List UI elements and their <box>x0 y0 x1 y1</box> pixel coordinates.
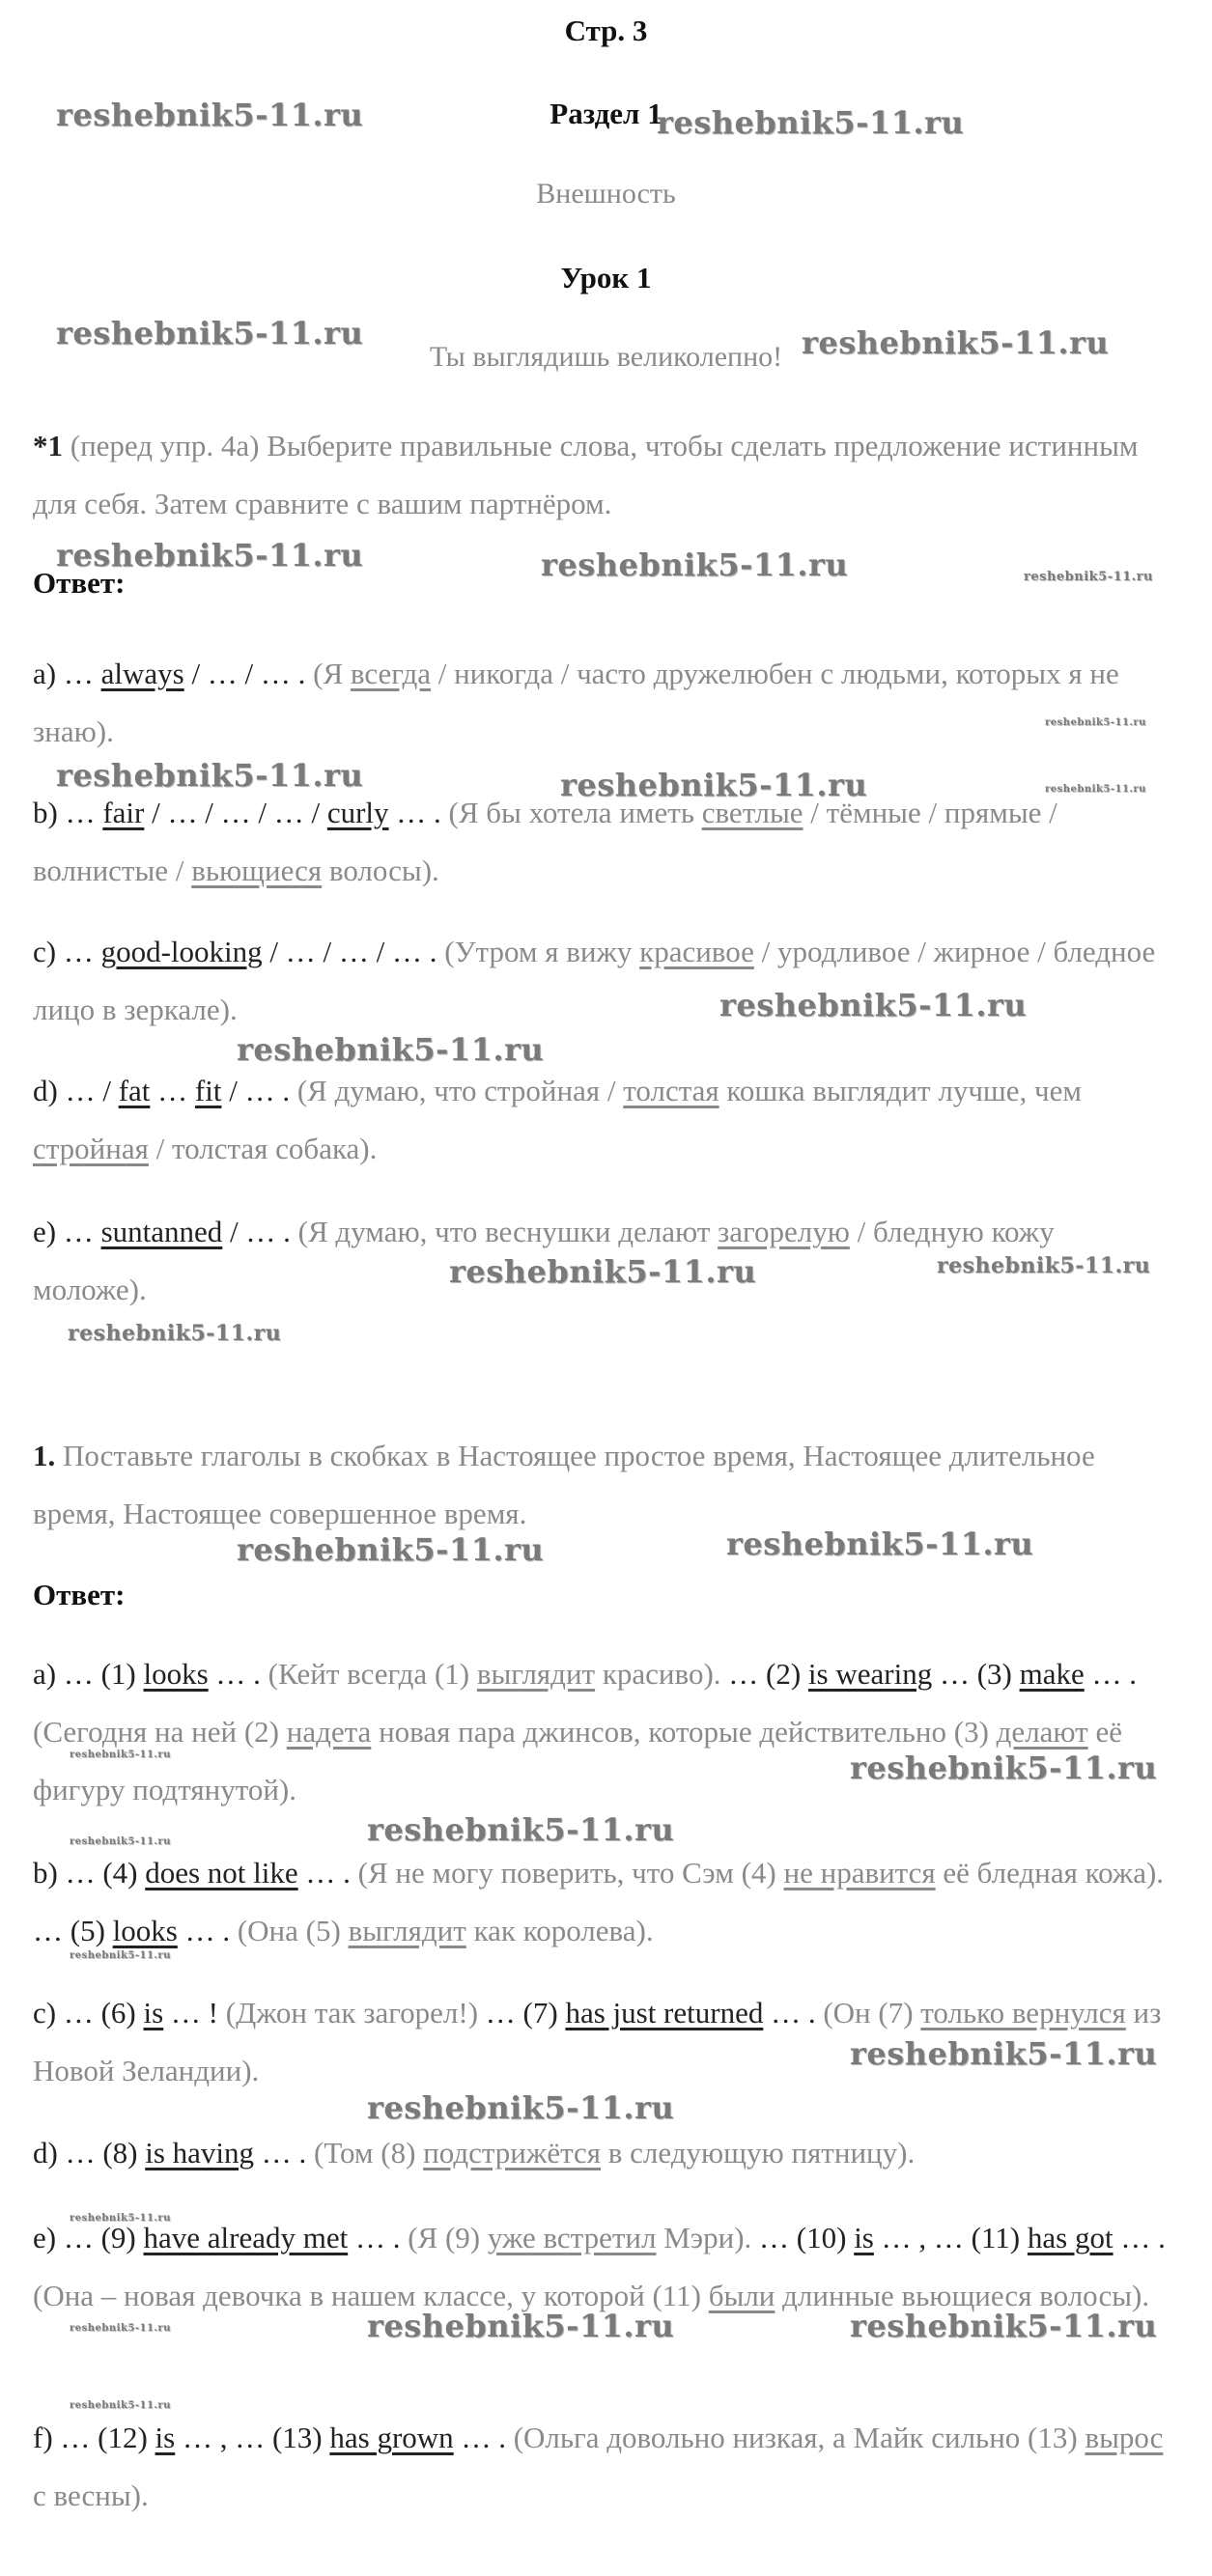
underlined-word: looks <box>112 1914 178 1947</box>
watermark-logo: reshebnik5-11.ru <box>56 537 364 574</box>
lesson-title: Урок 1 <box>560 261 652 294</box>
underlined-word: делают <box>996 1715 1088 1749</box>
section-title: Раздел 1 <box>550 97 662 130</box>
text-fragment: её бледная кожа). <box>935 1856 1165 1890</box>
underlined-word: всегда <box>350 657 431 690</box>
watermark-logo: reshebnik5-11.ru <box>1045 717 1146 728</box>
text-fragment: e) … (9) <box>33 2221 144 2254</box>
text-fragment: c) … (6) <box>33 1996 144 2030</box>
answer-item-f <box>33 2409 1172 2525</box>
text-fragment: (Сегодня на ней (2) <box>33 1715 287 1749</box>
underlined-word: have already met <box>143 2221 349 2254</box>
text-fragment: b) … <box>33 796 103 829</box>
answer-item-a <box>33 1645 1172 1819</box>
text-fragment: … . <box>177 1914 238 1947</box>
watermark-logo: reshebnik5-11.ru <box>367 2089 675 2126</box>
text-fragment: (Она (5) <box>237 1914 349 1947</box>
text-fragment: … (5) <box>33 1914 113 1947</box>
text-fragment: e) … <box>33 1215 101 1248</box>
answer-item-d <box>33 1062 1172 1178</box>
watermark-logo: reshebnik5-11.ru <box>367 1811 675 1848</box>
text-fragment: / … / … . <box>183 657 314 690</box>
text-fragment: … (10) <box>759 2221 855 2254</box>
text-fragment: (Том (8) <box>314 2136 424 2170</box>
underlined-word: не нравится <box>783 1856 936 1890</box>
watermark-logo: reshebnik5-11.ru <box>70 2400 171 2411</box>
underlined-word: looks <box>143 1657 209 1691</box>
lesson-subtitle: Ты выглядишь великолепно! <box>429 341 783 373</box>
text-fragment: … (2) <box>728 1657 808 1691</box>
exercise-number: 1. <box>33 1439 56 1472</box>
text-fragment: … . <box>1084 1657 1137 1691</box>
watermark-logo: reshebnik5-11.ru <box>937 1253 1151 1278</box>
instruction-text: (перед упр. 4а) Выберите правильные слова, чтобы сделать предложение истинным для себя. Затем сравните с вашим партнёром. <box>33 429 1139 520</box>
watermark-logo: reshebnik5-11.ru <box>850 2035 1158 2072</box>
watermark-logo: reshebnik5-11.ru <box>657 104 965 141</box>
text-fragment: … . <box>297 1856 358 1890</box>
answer-label: Ответ: <box>33 1578 126 1611</box>
answer-label: Ответ: <box>33 566 126 600</box>
watermark-logo: reshebnik5-11.ru <box>850 1750 1158 1786</box>
underlined-word: is <box>854 2221 874 2254</box>
text-fragment: f) … (12) <box>33 2421 155 2454</box>
watermark-logo: reshebnik5-11.ru <box>70 1750 171 1760</box>
text-fragment: с весны). <box>33 2478 149 2512</box>
underlined-word: подстрижётся <box>423 2136 602 2170</box>
underlined-word: always <box>100 657 184 690</box>
text-fragment: … . <box>208 1657 268 1691</box>
text-fragment: … . <box>388 796 449 829</box>
text-fragment: (Я думаю, что стройная / <box>296 1074 624 1107</box>
text-fragment: кошка выглядит лучше, чем <box>719 1074 1083 1107</box>
text-fragment: длинные вьющиеся волосы). <box>775 2279 1150 2312</box>
exercise-star1-instruction <box>33 417 1172 533</box>
text-fragment: (Я <box>313 657 351 690</box>
text-fragment: (Джон так загорел!) <box>225 1996 486 2030</box>
underlined-word: curly <box>326 796 389 829</box>
text-fragment: (Я бы хотела иметь <box>448 796 702 829</box>
text-fragment: d) … / <box>33 1074 119 1107</box>
text-fragment: / бледную кожу моложе). <box>33 1215 1055 1306</box>
text-fragment: / … . <box>222 1215 298 1248</box>
text-fragment: (Кейт всегда (1) <box>268 1657 477 1691</box>
watermark-logo: reshebnik5-11.ru <box>70 2323 171 2334</box>
text-fragment: / … . <box>221 1074 297 1107</box>
underlined-word: has just returned <box>565 1996 764 2030</box>
topic-title: Внешность <box>536 178 676 210</box>
underlined-word: has got <box>1027 2221 1113 2254</box>
text-fragment: (Я думаю, что веснушки делают <box>297 1215 719 1248</box>
exercise-number: *1 <box>33 429 63 462</box>
underlined-word: does not like <box>145 1856 298 1890</box>
text-fragment: (Я (9) <box>408 2221 488 2254</box>
text-fragment: в следующую пятницу). <box>601 2136 916 2170</box>
instruction-text: Поставьте глаголы в скобках в Настоящее простое время, Настоящее длительное время, Настоящее совершенное время. <box>33 1439 1095 1530</box>
text-fragment: Мэри). <box>656 2221 760 2254</box>
watermark-logo: reshebnik5-11.ru <box>560 767 868 803</box>
underlined-word: загорелую <box>718 1215 850 1248</box>
text-fragment: (Я не могу поверить, что Сэм (4) <box>357 1856 784 1890</box>
underlined-word: is <box>155 2421 176 2454</box>
text-fragment: / никогда / часто дружелюбен с людьми, которых я не знаю). <box>33 657 1119 748</box>
underlined-word: is wearing <box>807 1657 933 1691</box>
answer-item-b <box>33 1844 1172 1960</box>
text-fragment: … (7) <box>485 1996 566 2030</box>
text-fragment: … . <box>763 1996 824 2030</box>
underlined-word: надета <box>286 1715 372 1749</box>
watermark-logo: reshebnik5-11.ru <box>68 1321 282 1346</box>
text-fragment: её фигуру подтянутой). <box>33 1715 1122 1806</box>
text-fragment: / уродливое / жирное / бледное лицо в зеркале). <box>33 935 1156 1026</box>
text-fragment: … ! <box>163 1996 226 2030</box>
underlined-word: fair <box>102 796 145 829</box>
text-fragment: (Она – новая девочка в нашем классе, у которой (11) <box>33 2279 709 2312</box>
underlined-word: вырос <box>1085 2421 1164 2454</box>
underlined-word: fit <box>194 1074 222 1107</box>
text-fragment: c) … <box>33 935 101 968</box>
text-fragment: … , … (11) <box>873 2221 1028 2254</box>
text-fragment: (Утром я вижу <box>444 935 640 968</box>
watermark-logo: reshebnik5-11.ru <box>56 315 364 351</box>
watermark-logo: reshebnik5-11.ru <box>70 2213 171 2224</box>
page-label: Стр. 3 <box>564 14 648 47</box>
text-fragment: / толстая собака). <box>148 1132 378 1165</box>
underlined-word: толстая <box>623 1074 719 1107</box>
underlined-word: вьющиеся <box>191 854 323 887</box>
underlined-word: светлые <box>701 796 803 829</box>
watermark-logo: reshebnik5-11.ru <box>70 1950 171 1961</box>
watermark-logo: reshebnik5-11.ru <box>367 2308 675 2344</box>
underlined-word: has grown <box>329 2421 454 2454</box>
answer-item-a <box>33 645 1172 761</box>
text-fragment: … . <box>1113 2221 1166 2254</box>
underlined-word: только вернулся <box>920 1996 1126 2030</box>
text-fragment: красиво). <box>595 1657 729 1691</box>
text-fragment: волосы). <box>322 854 439 887</box>
watermark-logo: reshebnik5-11.ru <box>449 1253 757 1290</box>
text-fragment: новая пара джинсов, которые действительно (3) <box>371 1715 997 1749</box>
underlined-word: is having <box>145 2136 255 2170</box>
text-fragment: из Новой Зеландии). <box>33 1996 1162 2087</box>
underlined-word: уже встретил <box>487 2221 657 2254</box>
watermark-logo: reshebnik5-11.ru <box>237 1531 545 1568</box>
watermark-logo: reshebnik5-11.ru <box>56 757 364 794</box>
watermark-logo: reshebnik5-11.ru <box>70 1836 171 1847</box>
underlined-word: is <box>143 1996 164 2030</box>
watermark-logo: reshebnik5-11.ru <box>56 97 364 133</box>
underlined-word: выглядит <box>348 1914 466 1947</box>
watermark-logo: reshebnik5-11.ru <box>719 987 1028 1023</box>
underlined-word: suntanned <box>100 1215 223 1248</box>
text-fragment: b) … (4) <box>33 1856 146 1890</box>
underlined-word: good-looking <box>100 935 263 968</box>
text-fragment: / … / … / … / <box>144 796 327 829</box>
text-fragment: как королева). <box>465 1914 654 1947</box>
underlined-word: были <box>708 2279 775 2312</box>
watermark-logo: reshebnik5-11.ru <box>1045 784 1146 795</box>
text-fragment: (Он (7) <box>823 1996 921 2030</box>
watermark-logo: reshebnik5-11.ru <box>850 2308 1158 2344</box>
text-fragment: … . <box>254 2136 315 2170</box>
watermark-logo: reshebnik5-11.ru <box>237 1031 545 1068</box>
text-fragment: … . <box>348 2221 409 2254</box>
watermark-logo: reshebnik5-11.ru <box>1024 570 1154 584</box>
text-fragment: … <box>150 1074 195 1107</box>
text-fragment: d) … (8) <box>33 2136 146 2170</box>
text-fragment: … (3) <box>932 1657 1020 1691</box>
text-fragment: … , … (13) <box>175 2421 330 2454</box>
text-fragment: / … / … / … . <box>262 935 445 968</box>
text-fragment: (Ольга довольно низкая, а Майк сильно (13) <box>513 2421 1085 2454</box>
underlined-word: стройная <box>33 1132 149 1165</box>
watermark-logo: reshebnik5-11.ru <box>541 546 849 583</box>
underlined-word: fat <box>118 1074 151 1107</box>
text-fragment: / тёмные / прямые / волнистые / <box>33 796 1057 887</box>
underlined-word: make <box>1019 1657 1085 1691</box>
text-fragment: a) … (1) <box>33 1657 144 1691</box>
underlined-word: красивое <box>639 935 754 968</box>
watermark-logo: reshebnik5-11.ru <box>802 324 1110 361</box>
text-fragment: … . <box>453 2421 514 2454</box>
underlined-word: выглядит <box>476 1657 596 1691</box>
answer-item-d <box>33 2124 1172 2182</box>
watermark-logo: reshebnik5-11.ru <box>726 1526 1034 1562</box>
text-fragment: a) … <box>33 657 101 690</box>
